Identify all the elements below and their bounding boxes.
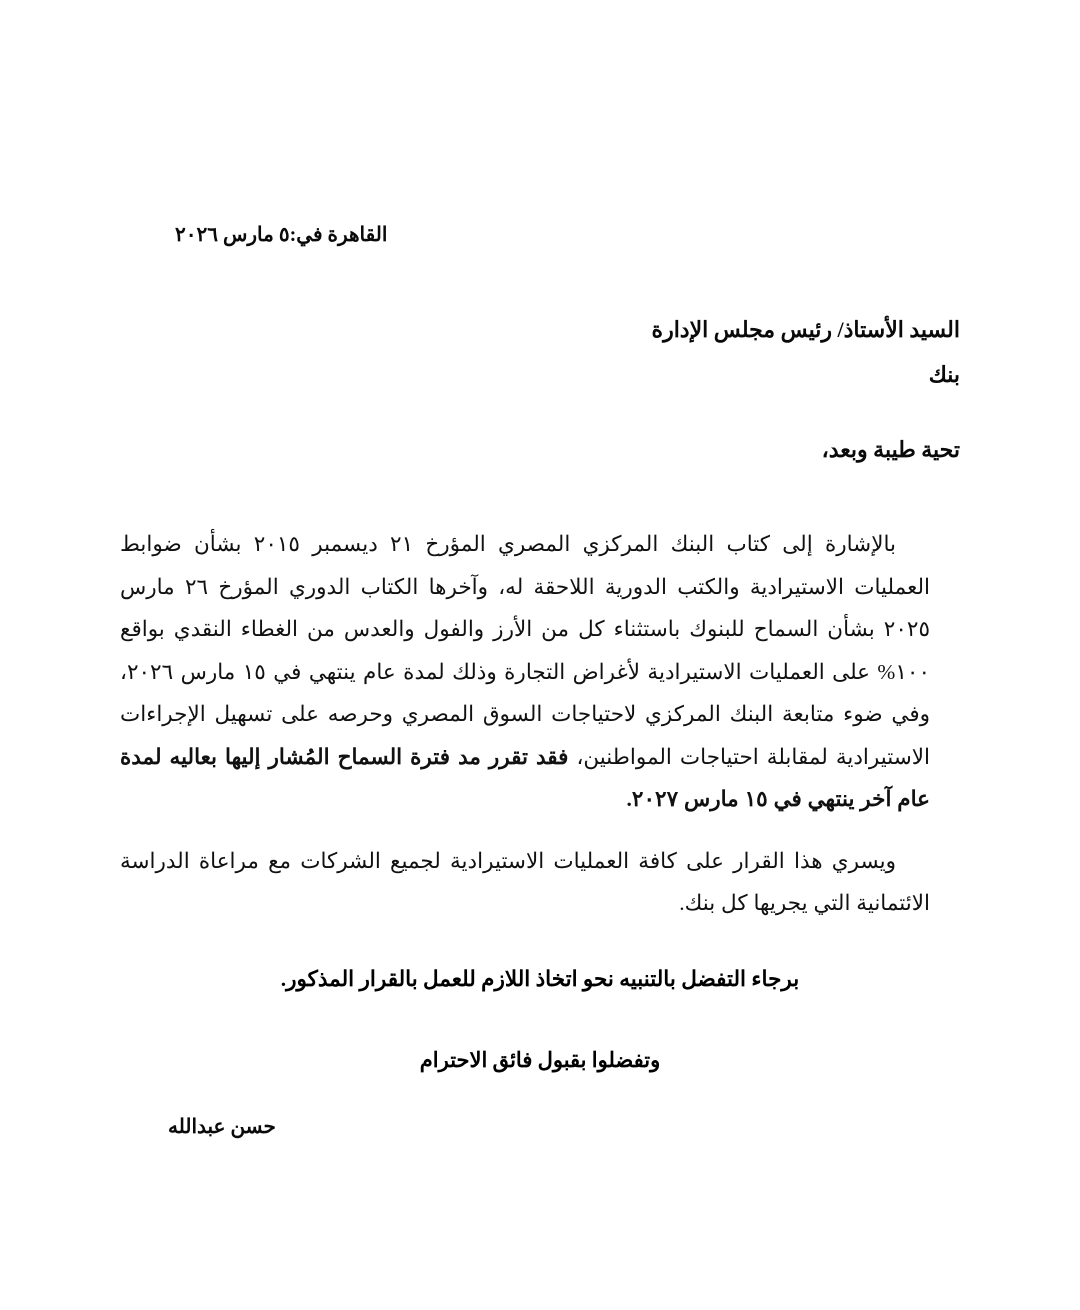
closing-request: برجاء التفضل بالتنبيه نحو اتخاذ اللازم للعمل بالقرار المذكور.	[280, 967, 800, 991]
addressee-title: السيد الأستاذ/ رئيس مجلس الإدارة	[651, 317, 960, 342]
signature-name: حسن عبدالله	[168, 1116, 276, 1138]
paragraph-1-bold-text: فقد تقرر مد فترة السماح المُشار إليها بعاليه لمدة عام آخر ينتهي في ١٥ مارس ٢٠٢٧.	[120, 744, 930, 811]
body-paragraph-primary	[120, 523, 930, 821]
body-paragraph-secondary	[120, 840, 930, 924]
date-line: القاهرة في:٥ مارس ٢٠٢٦	[175, 224, 388, 246]
paragraph-2-text: ويسري هذا القرار على كافة العمليات الاستيرادية لجميع الشركات مع مراعاة الدراسة الائتمانية التي يجريها كل بنك.	[120, 849, 930, 915]
closing-regards: وتفضلوا بقبول فائق الاحترام	[419, 1048, 661, 1072]
paragraph-1-regular-text: بالإشارة إلى كتاب البنك المركزي المصري المؤرخ ٢١ ديسمبر ٢٠١٥ بشأن ضوابط العمليات الاستيرادية والكتب الدورية اللاحقة له، وآخرها الكتاب الدوري المؤرخ ٢٦ مارس ٢٠٢٥ بشأن السماح للبنوك باستثناء كل من الأرز والفول والعدس من الغطاء النقدي بواقع ١٠٠% على العمليات الاستيرادية لأغراض التجارة وذلك لمدة عام ينتهي في ١٥ مارس ٢٠٢٦، وفي ضوء متابعة البنك المركزي لاحتياجات السوق المصري وحرصه على تسهيل الإجراءات الاستيرادية لمقابلة احتياجات المواطنين،	[120, 532, 930, 769]
addressee-organization: بنك	[928, 362, 960, 387]
salutation: تحية طيبة وبعد،	[821, 437, 960, 462]
